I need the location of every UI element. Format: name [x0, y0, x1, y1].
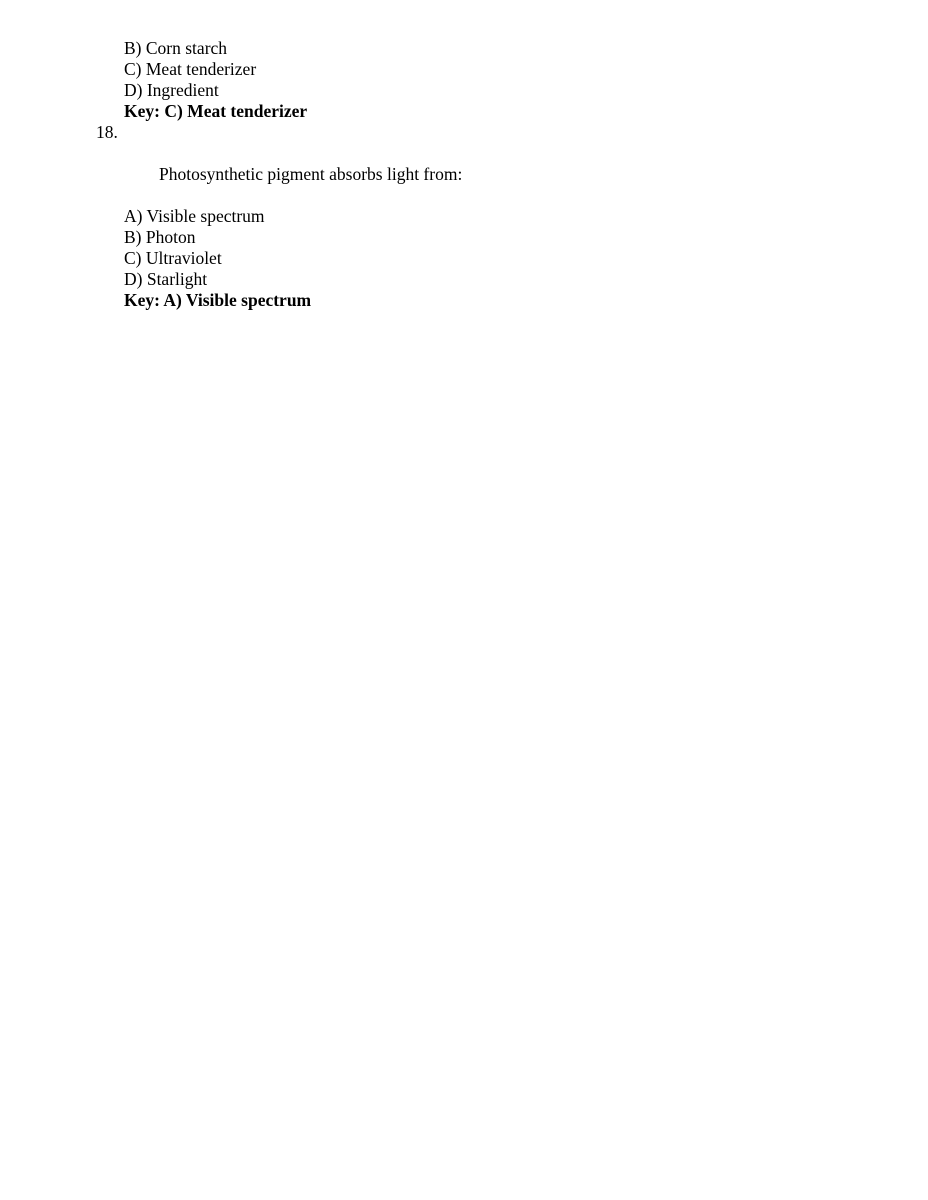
question-row — [96, 122, 836, 206]
option-item: D) Starlight — [124, 269, 208, 289]
option-item: D) Ingredient — [124, 80, 219, 100]
answer-key: Key: C) Meat tenderizer — [124, 101, 308, 121]
option-item: A) Visible spectrum — [124, 206, 265, 226]
document-content — [96, 38, 836, 311]
option-item: B) Corn starch — [124, 38, 228, 58]
continued-question-block — [96, 38, 836, 122]
option-item: C) Meat tenderizer — [124, 59, 257, 79]
question-text: Photosynthetic pigment absorbs light from: — [159, 164, 463, 184]
answer-key: Key: A) Visible spectrum — [124, 290, 312, 310]
question-block — [96, 122, 836, 311]
question-number: 18. — [96, 122, 118, 142]
option-item: C) Ultraviolet — [124, 248, 222, 268]
option-item: B) Photon — [124, 227, 196, 247]
